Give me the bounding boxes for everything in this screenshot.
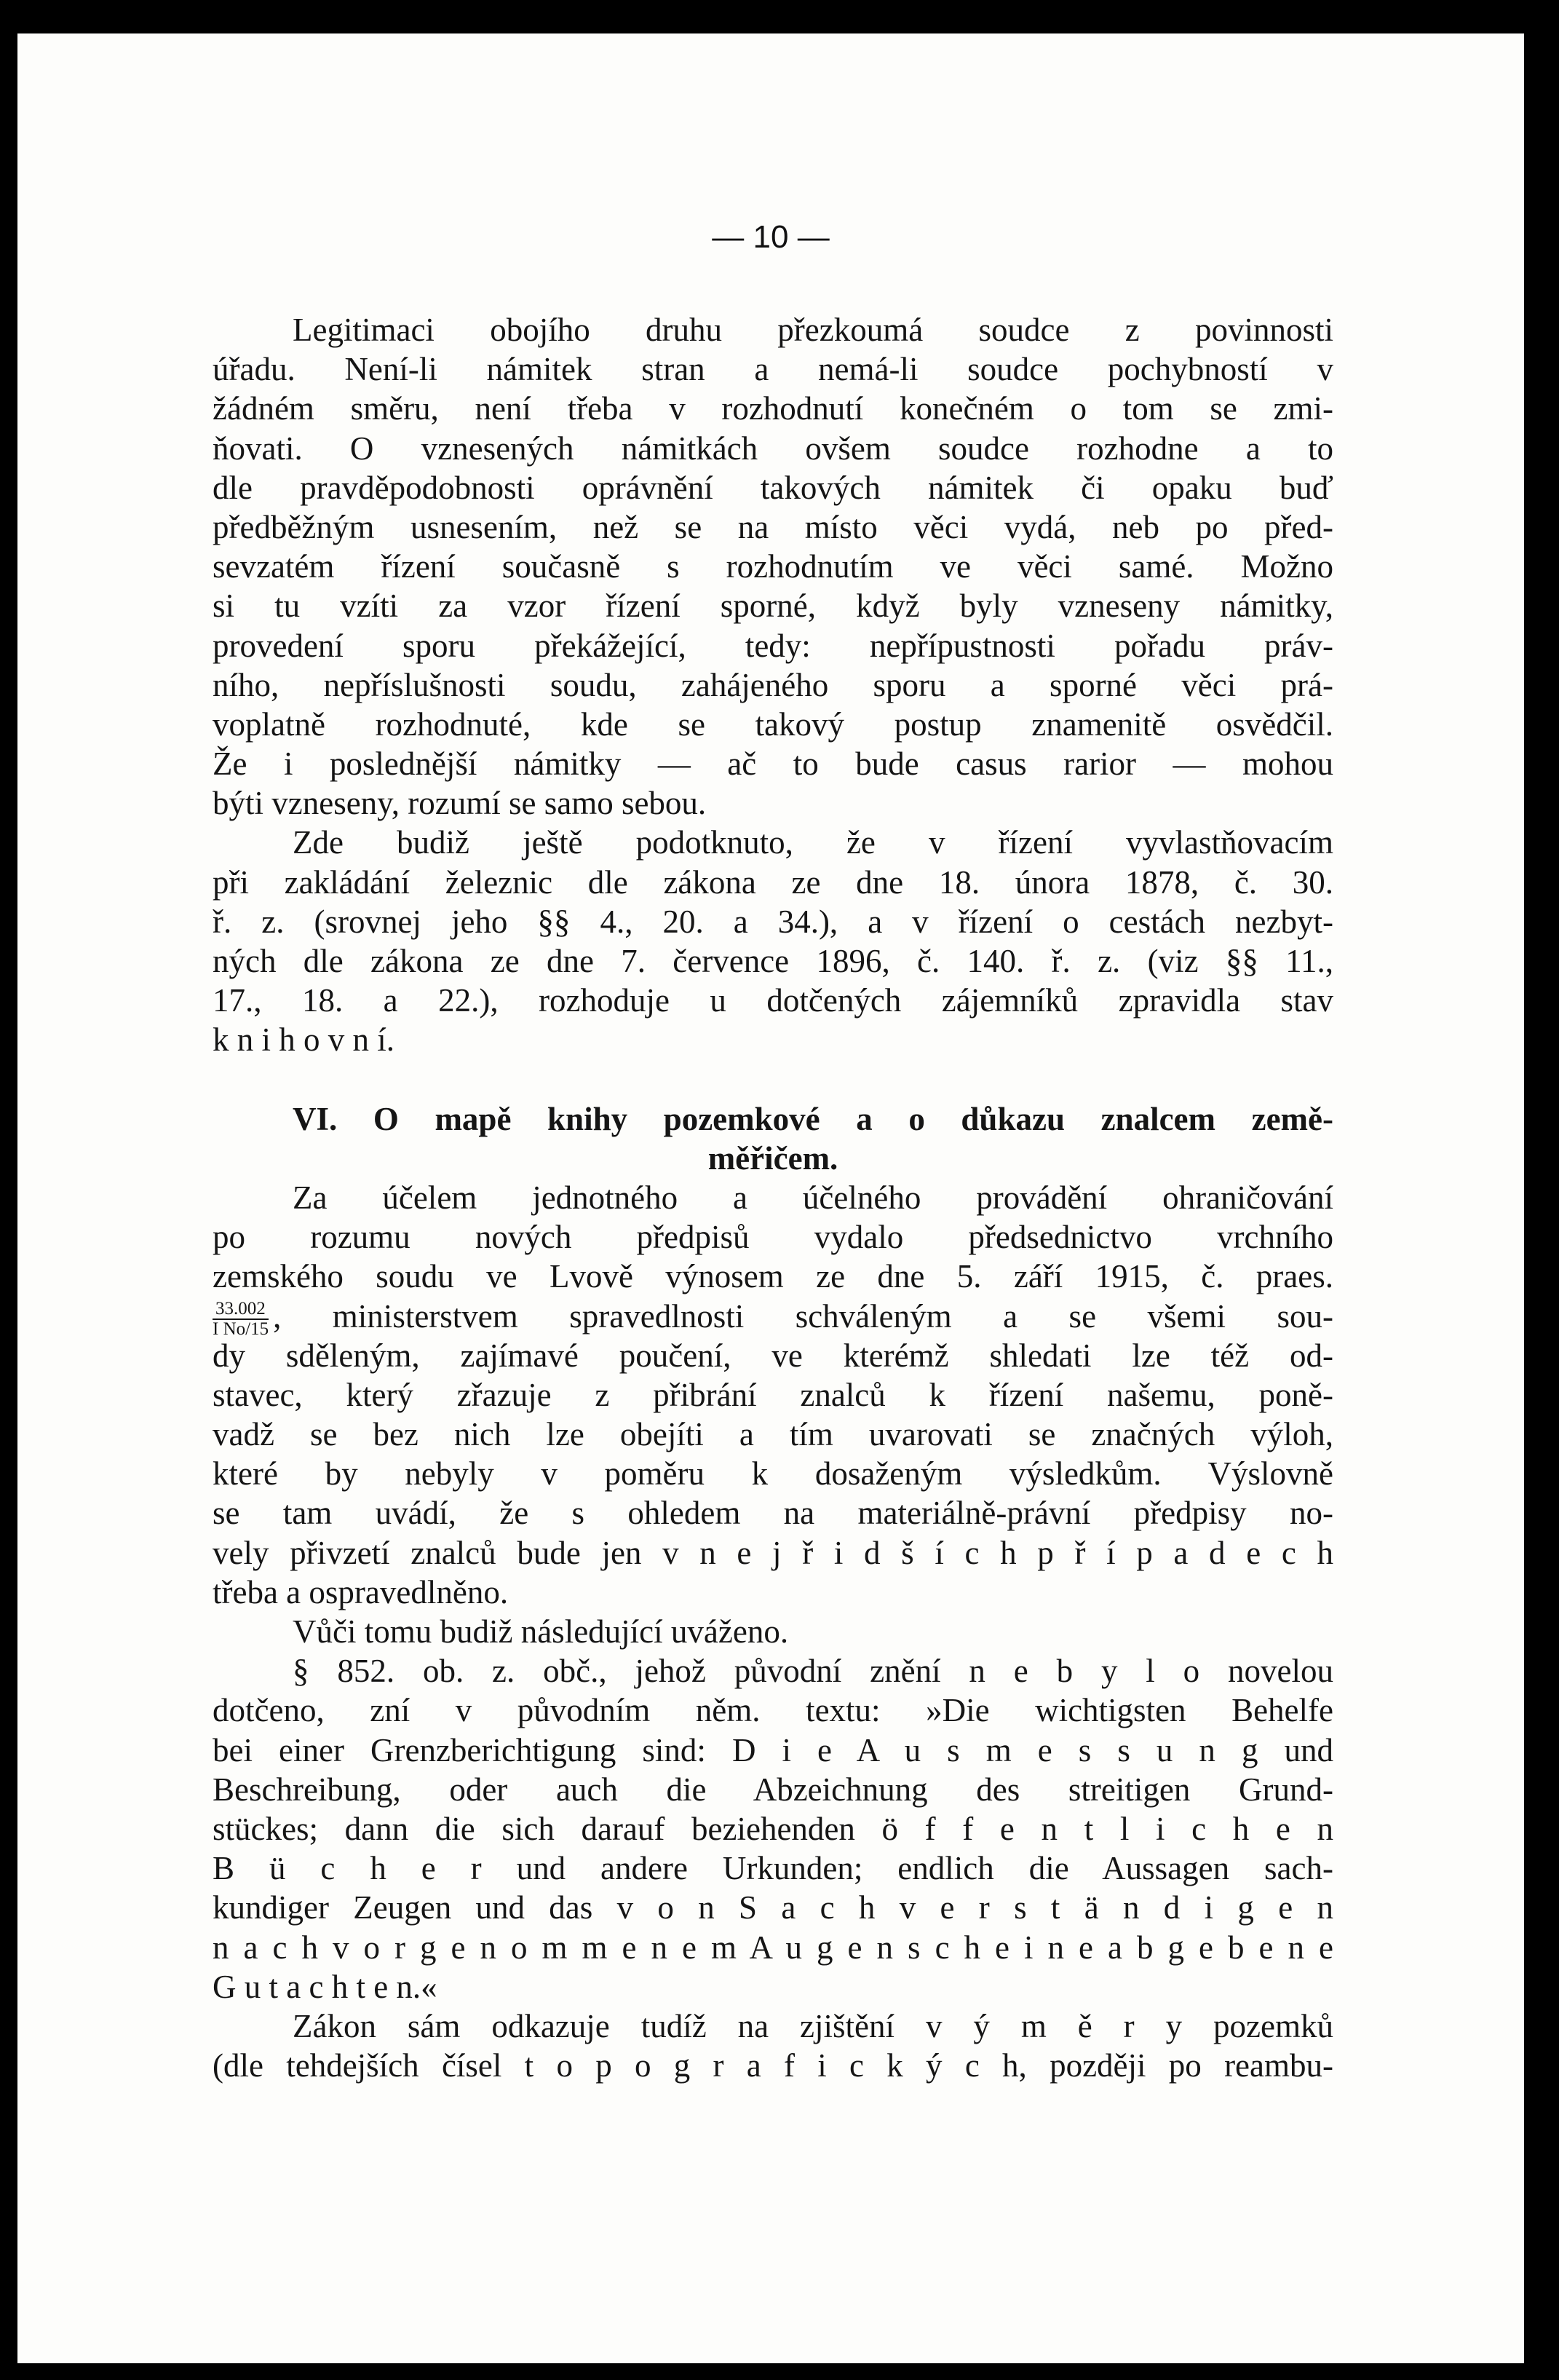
text-line: vely přivzetí znalců bude jen v n e j ř i d š í c h p ř í p a d e c h (213, 1534, 1333, 1571)
text-line: býti vzneseny, rozumí se samo sebou. (213, 785, 707, 822)
text-line: Zde budiž ještě podotknuto, že v řízení vyvlastňovacím (293, 824, 1333, 861)
text-line: dle pravděpodobnosti oprávnění takových námitek či opaku buď (213, 469, 1333, 506)
text-line: žádném směru, není třeba v rozhodnutí konečném o tom se zmi- (213, 390, 1333, 427)
text-line: kundiger Zeugen und das v o n S a c h v e r s t ä n d i g e n (213, 1889, 1333, 1926)
text-line: 17., 18. a 22.), rozhoduje u dotčených zájemníků zpravidla stav (213, 982, 1333, 1019)
text-line: voplatně rozhodnuté, kde se takový postup znamenitě osvědčil. (213, 705, 1333, 743)
text-line: G u t a c h t e n.« (213, 1968, 437, 2005)
text-line: Beschreibung, oder auch die Abzeichnung des streitigen Grund- (213, 1771, 1333, 1808)
page-number: — 10 — (712, 219, 830, 255)
text-line: Za účelem jednotného a účelného provádění ohraničování (293, 1179, 1333, 1216)
text-line: které by nebyly v poměru k dosaženým výsledkům. Výslovně (213, 1455, 1333, 1493)
fraction-line-text: , ministerstvem spravedlnosti schváleným a se všemi sou- (273, 1297, 1333, 1335)
text-line: ných dle zákona ze dne 7. července 1896, č. 140. ř. z. (viz §§ 11., (213, 943, 1333, 979)
text-line: stückes; dann die sich darauf beziehenden ö f f e n t l i c h e n (213, 1810, 1333, 1847)
text-line: Zákon sám odkazuje tudíž na zjištění v ý m ě r y pozemků (293, 2007, 1333, 2044)
text-block-1 (213, 310, 1333, 1297)
text-line: bei einer Grenzberichtigung sind: D i e A u s m e s s u n g und (213, 1731, 1333, 1768)
text-line: zemského soudu ve Lvově výnosem ze dne 5. září 1915, č. praes. (213, 1258, 1333, 1295)
text-line: třeba a ospravedlněno. (213, 1573, 509, 1610)
text-line: ňovati. O vznesených námitkách ovšem soudce rozhodne a to (213, 430, 1333, 467)
text-line: ního, nepříslušnosti soudu, zahájeného sporu a sporné věci prá- (213, 666, 1333, 703)
text-line: § 852. ob. z. obč., jehož původní znění n e b y l o novelou (293, 1653, 1333, 1690)
text-line: ř. z. (srovnej jeho §§ 4., 20. a 34.), a v řízení o cestách nezbyt- (213, 903, 1333, 940)
text-line: sevzatém řízení současně s rozhodnutím ve věci samé. Možno (213, 548, 1333, 585)
text-line: Vůči tomu budiž následující uváženo. (293, 1613, 789, 1650)
blank-line (213, 1060, 1333, 1099)
text-line: dotčeno, zní v původním něm. textu: »Die wichtigsten Behelfe (213, 1692, 1333, 1729)
text-line: si tu vzíti za vzor řízení sporné, když byly vzneseny námitky, (213, 588, 1333, 625)
section-heading-line: měřičem. (707, 1139, 838, 1177)
fraction-numerator: 33.002 (213, 1300, 269, 1320)
section-heading-line: VI. O mapě knihy pozemkové a o důkazu znalcem země- (293, 1100, 1333, 1137)
text-line-with-fraction (213, 1297, 1333, 1336)
text-line: B ü c h e r und andere Urkunden; endlich die Aussagen sach- (213, 1850, 1333, 1887)
body-text (213, 310, 1333, 2085)
text-line: při zakládání železnic dle zákona ze dne 18. února 1878, č. 30. (213, 863, 1333, 901)
text-line: se tam uvádí, že s ohledem na materiálně-právní předpisy no- (213, 1495, 1333, 1532)
reference-fraction (213, 1300, 269, 1336)
text-line: (dle tehdejších čísel t o p o g r a f i c k ý c h, později po reambu- (213, 2047, 1333, 2084)
text-block-2 (213, 1336, 1333, 2086)
text-line: vadž se bez nich lze obejíti a tím uvarovati se značných výloh, (213, 1416, 1333, 1453)
text-line: k n i h o v n í. (213, 1021, 395, 1059)
text-line: Legitimaci obojího druhu přezkoumá soudce z povinnosti (293, 312, 1333, 348)
fraction-denominator: I No/15 (213, 1319, 269, 1336)
text-line: předběžným usnesením, než se na místo věci vydá, neb po před- (213, 508, 1333, 545)
text-line: dy sděleným, zajímavé poučení, ve kterémž shledati lze též od- (213, 1337, 1333, 1374)
text-line: Že i poslednější námitky — ač to bude casus rarior — mohou (213, 746, 1333, 783)
text-line: úřadu. Není-li námitek stran a nemá-li soudce pochybností v (213, 351, 1333, 388)
text-line: provedení sporu překážející, tedy: nepřípustnosti pořadu práv- (213, 627, 1333, 664)
text-line: po rozumu nových předpisů vydalo předsednictvo vrchního (213, 1219, 1333, 1256)
text-line: n a c h v o r g e n o m m e n e m A u g e n s c h e i n e a b g e b e n e (213, 1929, 1333, 1966)
book-page (17, 33, 1524, 2363)
text-line: stavec, který zřazuje z přibrání znalců k řízení našemu, poně- (213, 1376, 1333, 1413)
